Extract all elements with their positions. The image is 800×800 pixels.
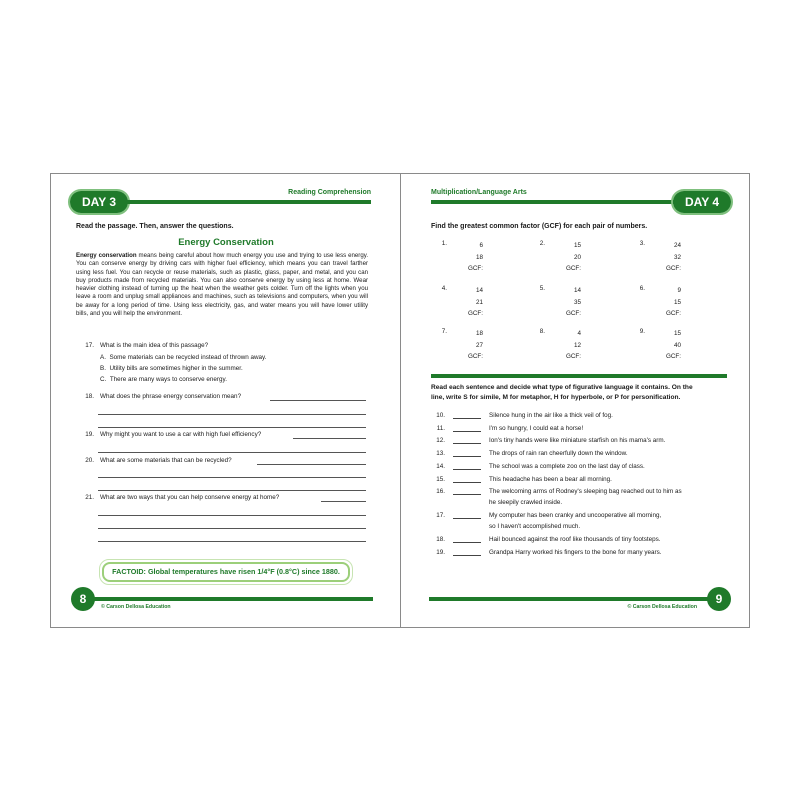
figurative-item-number: 15. — [436, 475, 445, 483]
answer-blank[interactable] — [453, 418, 481, 419]
figurative-sentence: Hail bounced against the roof like thousands of tiny footsteps. — [489, 536, 661, 544]
answer-line[interactable] — [98, 452, 366, 453]
figurative-instructions-1: Read each sentence and decide what type of figurative language it contains. On the — [431, 384, 693, 391]
factoid-box: FACTOID: Global temperatures have risen 1/4°F (0.8°C) since 1880. — [102, 562, 350, 582]
answer-blank[interactable] — [453, 469, 481, 470]
gcf-answer-label[interactable]: GCF: — [665, 310, 681, 318]
gcf-value: 4 — [577, 330, 581, 337]
page-number-9: 9 — [707, 587, 731, 611]
figurative-item-number: 10. — [436, 412, 445, 419]
gcf-problem-number: 9. — [639, 328, 645, 335]
answer-line[interactable] — [98, 541, 366, 542]
figurative-item-number: 16. — [436, 488, 445, 496]
answer-blank[interactable] — [453, 518, 481, 519]
answer-line[interactable] — [98, 427, 366, 428]
day-label: DAY 4 — [673, 191, 731, 213]
passage-text — [76, 252, 368, 318]
gcf-problem-number: 4. — [441, 285, 447, 292]
gcf-problem — [433, 240, 493, 280]
gcf-answer-label[interactable]: GCF: — [467, 353, 483, 361]
figurative-item-number: 14. — [436, 462, 445, 470]
gcf-problem — [631, 240, 691, 280]
passage-body: means being careful about how much energy you use and trying to use less energy. You can conserve energy by driving cars with higher fuel efficiency, which means you can travel farther using less fuel. You can recycle or reuse materials, such as plastic, glass, paper, and metal, and you can buy products made from recycled materials. You can also conserve energy by using less at home. Wear heavier clothing instead of turning up the heat when the weather gets colder. Turn off the lights when you leave a room and unplug small appliances and machines, such as televisions and computers, when you will be away for a long period of time. Using less electricity, gas, and water means you will have lower utility bills, and you will help the environment. — [76, 252, 369, 318]
gcf-value: 18 — [475, 330, 483, 337]
answer-blank[interactable] — [453, 443, 481, 444]
answer-line[interactable] — [270, 400, 366, 401]
figurative-sentence: The drops of rain ran cheerfully down the window. — [489, 450, 628, 458]
answer-blank[interactable] — [453, 456, 481, 457]
gcf-problem — [433, 285, 493, 325]
gcf-value: 9 — [677, 287, 681, 294]
answer-blank[interactable] — [453, 482, 481, 483]
footer-rule — [429, 597, 711, 601]
figurative-item — [431, 425, 727, 436]
figurative-sentence: My computer has been cranky and uncooperative all morning, — [489, 512, 662, 520]
figurative-item — [431, 450, 727, 461]
gcf-problem — [631, 328, 691, 368]
figurative-item-number: 17. — [436, 512, 445, 520]
gcf-answer-label[interactable]: GCF: — [467, 265, 483, 273]
page-number-8: 8 — [71, 587, 95, 611]
answer-line[interactable] — [98, 414, 366, 415]
gcf-value: 32 — [673, 253, 681, 261]
answer-line[interactable] — [257, 464, 366, 465]
gcf-value: 12 — [573, 341, 581, 349]
gcf-value: 15 — [573, 242, 581, 249]
copyright: © Carson Dellosa Education — [101, 604, 171, 610]
figurative-item — [431, 412, 727, 423]
gcf-value: 14 — [573, 287, 581, 294]
gcf-value: 6 — [479, 242, 483, 249]
answer-blank[interactable] — [453, 555, 481, 556]
gcf-instructions: Find the greatest common factor (GCF) for each pair of numbers. — [431, 223, 648, 230]
footer-rule — [91, 597, 373, 601]
figurative-item — [431, 463, 727, 474]
answer-line[interactable] — [98, 515, 366, 516]
gcf-value: 35 — [573, 298, 581, 306]
gcf-problem-number: 1. — [441, 240, 447, 247]
figurative-item-number: 19. — [436, 548, 445, 556]
gcf-problem-number: 8. — [539, 328, 545, 335]
gcf-problem-number: 5. — [539, 285, 545, 292]
gcf-value: 40 — [673, 341, 681, 349]
figurative-sentence: This headache has been a bear all morning. — [489, 475, 612, 483]
gcf-answer-label[interactable]: GCF: — [665, 353, 681, 361]
passage-instructions: Read the passage. Then, answer the questions. — [76, 223, 234, 230]
passage-term: Energy conservation — [76, 252, 137, 259]
answer-blank[interactable] — [453, 494, 481, 495]
gcf-answer-label[interactable]: GCF: — [565, 353, 581, 361]
figurative-sentence: Ion's tiny hands were like miniature starfish on his mama's arm. — [489, 437, 666, 445]
gcf-value: 21 — [475, 298, 483, 306]
day-label: DAY 3 — [70, 191, 128, 213]
answer-line[interactable] — [98, 490, 366, 491]
figurative-sentence: The welcoming arms of Rodney's sleeping bag reached out to him as — [489, 488, 682, 496]
gcf-value: 20 — [573, 253, 581, 261]
option-c: C. There are many ways to conserve energy. — [100, 376, 227, 383]
figurative-sentence: I'm so hungry, I could eat a horse! — [489, 424, 584, 432]
figurative-item — [431, 476, 727, 487]
gcf-problem — [531, 328, 591, 368]
header-rule — [127, 200, 371, 204]
figurative-item-number: 12. — [436, 437, 445, 445]
answer-blank[interactable] — [453, 542, 481, 543]
left-page: DAY 3 Reading Comprehension Read the passage. Then, answer the questions. Energy Conservation Energy conservation means being careful about how much energy you use and trying to use less energy. You can conserve energy by driving cars with higher fuel efficiency, which means you can travel farther using less fuel. You can recycle or reuse materials, such as plastic, glass, paper, and metal, and you can buy products made from recycled materials. You can also conserve energy by using less at home. Wear heavier clothing instead of turning up the heat when the weather gets colder. Turn off the lights when you leave a room and unplug small appliances and machines, such as televisions and computers, when you will be away for a long period of time. Using less electricity, gas, and water means you will have lower utility bills, and you will help the environment. 17. What is the main idea of this passage? A. Some materials can be recycled instead of thrown away. B. Utility bills are sometimes higher in the summer. C. There are many ways to conserve energy. 18. What does the phrase energy conservation mean? 19. Why might you want to use a car with high fuel efficiency? 20. What are some materials that can be recycled? 21. What are two ways that you can help conserve energy at home? FACTOID: Global temperatures have risen 1/4°F (0.8°C) since 1880. 8 © Carson Dellosa Education — [50, 173, 402, 628]
gcf-value: 15 — [673, 298, 681, 306]
figurative-item — [431, 536, 727, 547]
header-rule — [431, 200, 675, 204]
answer-line[interactable] — [293, 438, 366, 439]
gcf-problem — [531, 240, 591, 280]
gcf-value: 14 — [475, 287, 483, 294]
figurative-instructions-2: line, write S for simile, M for metaphor, H for hyperbole, or P for personification. — [431, 394, 681, 401]
figurative-item-number: 13. — [436, 450, 445, 458]
option-a: A. Some materials can be recycled instead of thrown away. — [100, 354, 267, 361]
section-divider — [431, 374, 727, 378]
figurative-item-number: 18. — [436, 536, 445, 544]
right-page — [400, 173, 750, 628]
figurative-item — [431, 488, 727, 510]
gcf-value: 24 — [673, 242, 681, 249]
gcf-answer-label[interactable]: GCF: — [467, 310, 483, 318]
gcf-problem-number: 2. — [539, 240, 545, 247]
gcf-problem-number: 3. — [639, 240, 645, 247]
gcf-answer-label[interactable]: GCF: — [565, 310, 581, 318]
figurative-item — [431, 549, 727, 560]
workbook-spread — [50, 173, 750, 628]
gcf-problem-number: 7. — [441, 328, 447, 335]
gcf-answer-label[interactable]: GCF: — [565, 265, 581, 273]
figurative-item — [431, 437, 727, 448]
gcf-value: 27 — [475, 341, 483, 349]
section-label: Multiplication/Language Arts — [431, 189, 527, 196]
section-label: Reading Comprehension — [288, 189, 371, 196]
figurative-sentence: Grandpa Harry worked his fingers to the bone for many years. — [489, 548, 662, 556]
figurative-item — [431, 512, 727, 534]
answer-blank[interactable] — [453, 431, 481, 432]
figurative-sentence-cont: so I haven't accomplished much. — [489, 523, 581, 531]
gcf-value: 15 — [673, 330, 681, 337]
gcf-problem — [433, 328, 493, 368]
copyright: © Carson Dellosa Education — [627, 604, 697, 610]
figurative-sentence: The school was a complete zoo on the last day of class. — [489, 462, 645, 470]
gcf-problem — [631, 285, 691, 325]
figurative-item-number: 11. — [436, 424, 445, 432]
gcf-problem — [531, 285, 591, 325]
figurative-sentence: Silence hung in the air like a thick veil of fog. — [489, 412, 613, 419]
passage-title: Energy Conservation — [178, 237, 274, 248]
gcf-problem-number: 6. — [639, 285, 645, 292]
gcf-answer-label[interactable]: GCF: — [665, 265, 681, 273]
answer-line[interactable] — [98, 528, 366, 529]
gcf-value: 18 — [475, 253, 483, 261]
answer-line[interactable] — [321, 501, 366, 502]
option-b: B. Utility bills are sometimes higher in the summer. — [100, 365, 243, 372]
figurative-sentence-cont: he sleepily crawled inside. — [489, 499, 563, 507]
answer-line[interactable] — [98, 477, 366, 478]
